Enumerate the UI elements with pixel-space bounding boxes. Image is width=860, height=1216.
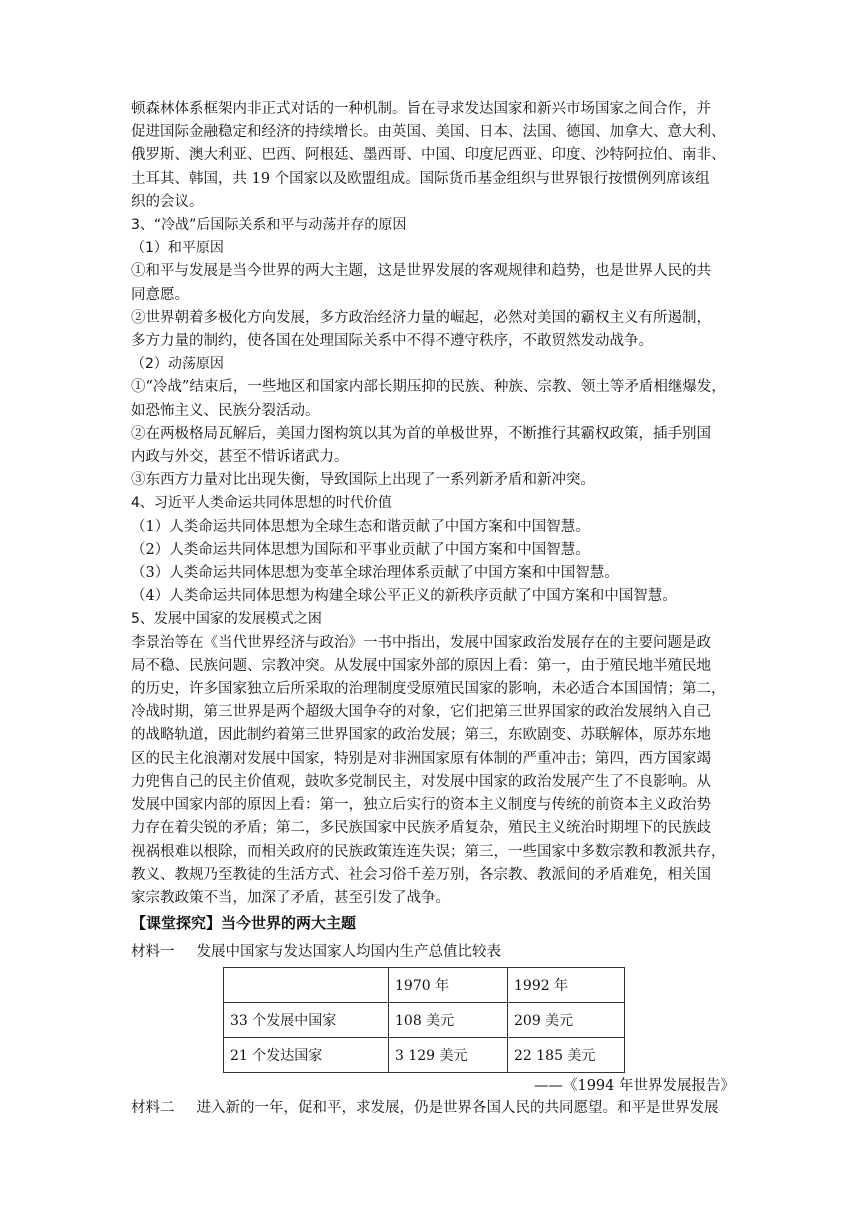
text-line: ②在两极格局瓦解后，美国力图构筑以其为首的单极世界，不断推行其霸权政策，插手别国 (131, 425, 711, 442)
table-cell: 1992 年 (508, 967, 625, 1002)
text-line: 织的会议。 (131, 193, 204, 210)
section-5-title: 5、发展中国家的发展模式之困 (131, 611, 322, 628)
peace-subtitle: （1）和平原因 (131, 240, 224, 257)
text-line: 冷战时期，第三世界是两个超级大国争夺的对象，它们把第三世界国家的政治发展纳入自己 (131, 704, 711, 721)
unrest-subtitle: （2）动荡原因 (131, 356, 224, 373)
text-line: 局不稳、民族问题、宗教冲突。从发展中国家外部的原因上看：第一，由于殖民地半殖民地 (131, 657, 711, 674)
text-line: 俄罗斯、澳大利亚、巴西、阿根廷、墨西哥、中国、印度尼西亚、印度、沙特阿拉伯、南非、 (131, 147, 726, 164)
intro-paragraph (131, 98, 735, 214)
document-page (131, 98, 735, 1120)
table-cell: 209 美元 (508, 1002, 625, 1037)
table-cell: 22 185 美元 (508, 1037, 625, 1072)
text-line: 土耳其、韩国，共 19 个国家以及欧盟组成。国际货币基金组织与世界银行按惯例列席该组 (131, 170, 710, 187)
text-line: 如恐怖主义、民族分裂活动。 (131, 402, 320, 419)
text-line: 视祸根难以根除，而相关政府的民族政策连连失误；第三，一些国家中多数宗教和教派共存， (131, 843, 726, 860)
text-line: 家宗教政策不当，加深了矛盾，甚至引发了战争。 (131, 889, 450, 906)
table-cell: 3 129 美元 (389, 1037, 508, 1072)
table-cell (224, 967, 389, 1002)
text-line: 促进国际金融稳定和经济的持续增长。由英国、美国、日本、法国、德国、加拿大、意大利、 (131, 124, 726, 141)
text-line: 顿森林体系框架内非正式对话的一种机制。旨在寻求发达国家和新兴市场国家之间合作，并 (131, 101, 711, 117)
text-line: ②世界朝着多极化方向发展，多方政治经济力量的崛起，必然对美国的霸权主义有所遏制， (131, 309, 711, 326)
section-3-title: 3、“冷战”后国际关系和平与动荡并存的原因 (131, 217, 407, 234)
material-1-label: 材料一 (131, 944, 175, 961)
class-explore-heading (131, 912, 735, 935)
text-line: 的战略轨道，因此制约着第三世界国家的政治发展；第三，东欧剧变、苏联解体，原苏东地 (131, 727, 711, 744)
table-cell: 108 美元 (389, 1002, 508, 1037)
text-line: 发展中国家内部的原因上看：第一，独立后实行的资本主义制度与传统的前资本主义政治势 (131, 797, 711, 814)
material-2-line (131, 1097, 735, 1120)
explore-label: 【课堂探究】 (131, 914, 222, 933)
list-item: （1）人类命运共同体思想为全球生态和谐贡献了中国方案和中国智慧。 (131, 518, 590, 535)
list-item: （4）人类命运共同体思想为构建全球公平正义的新秩序贡献了中国方案和中国智慧。 (131, 588, 677, 605)
text-line: 力兜售自己的民主价值观，鼓吹多党制民主，对发展中国家的政治发展产生了不良影响。从 (131, 773, 711, 790)
text-line: 区的民主化浪潮对发展中国家，特别是对非洲国家原有体制的严重冲击；第四，西方国家竭 (131, 750, 711, 767)
table-header-row (224, 967, 625, 1002)
gdp-comparison-table (223, 967, 625, 1073)
list-item: （3）人类命运共同体思想为变革全球治理体系贡献了中国方案和中国智慧。 (131, 565, 619, 582)
list-item: （2）人类命运共同体思想为国际和平事业贡献了中国方案和中国智慧。 (131, 541, 590, 558)
text-line: ①“冷战”结束后，一些地区和国家内部长期压抑的民族、种族、宗教、领土等矛盾相继爆发， (131, 379, 726, 396)
table-source: ——《1994 年世界发展报告》 (533, 1077, 735, 1094)
table-cell: 21 个发达国家 (224, 1037, 389, 1072)
table-row (224, 1037, 625, 1072)
explore-topic: 当今世界的两大主题 (221, 914, 357, 933)
text-line: ③东西方力量对比出现失衡，导致国际上出现了一系列新矛盾和新冲突。 (131, 472, 595, 489)
text-line: 李景治等在《当代世界经济与政治》一书中指出，发展中国家政治发展存在的主要问题是政 (131, 634, 711, 651)
table-row (224, 1002, 625, 1037)
material-1-title: 发展中国家与发达国家人均国内生产总值比较表 (196, 944, 501, 961)
text-line: 同意愿。 (131, 286, 189, 303)
section-5-paragraph (131, 632, 735, 910)
text-line: ①和平与发展是当今世界的两大主题，这是世界发展的客观规律和趋势，也是世界人民的共 (131, 263, 711, 280)
table-cell: 33 个发展中国家 (224, 1002, 389, 1037)
section-4-title: 4、习近平人类命运共同体思想的时代价值 (131, 495, 392, 512)
table-cell: 1970 年 (389, 967, 508, 1002)
material-2-text: 进入新的一年，促和平，求发展，仍是世界各国人民的共同愿望。和平是世界发展 (196, 1099, 719, 1116)
text-line: 的历史，许多国家独立后所采取的治理制度受原殖民国家的影响，未必适合本国国情；第二， (131, 681, 726, 698)
text-line: 教义、教规乃至教徒的生活方式、社会习俗千差万别，各宗教、教派间的矛盾难免，相关国 (131, 866, 711, 883)
text-line: 内政与外交，甚至不惜诉诸武力。 (131, 449, 349, 466)
material-1-caption (131, 941, 735, 964)
material-2-label: 材料二 (131, 1099, 175, 1116)
text-line: 多方力量的制约，使各国在处理国际关系中不得不遵守秩序，不敢贸然发动战争。 (131, 333, 653, 350)
text-line: 力存在着尖锐的矛盾；第二，多民族国家中民族矛盾复杂，殖民主义统治时期埋下的民族歧 (131, 820, 711, 837)
